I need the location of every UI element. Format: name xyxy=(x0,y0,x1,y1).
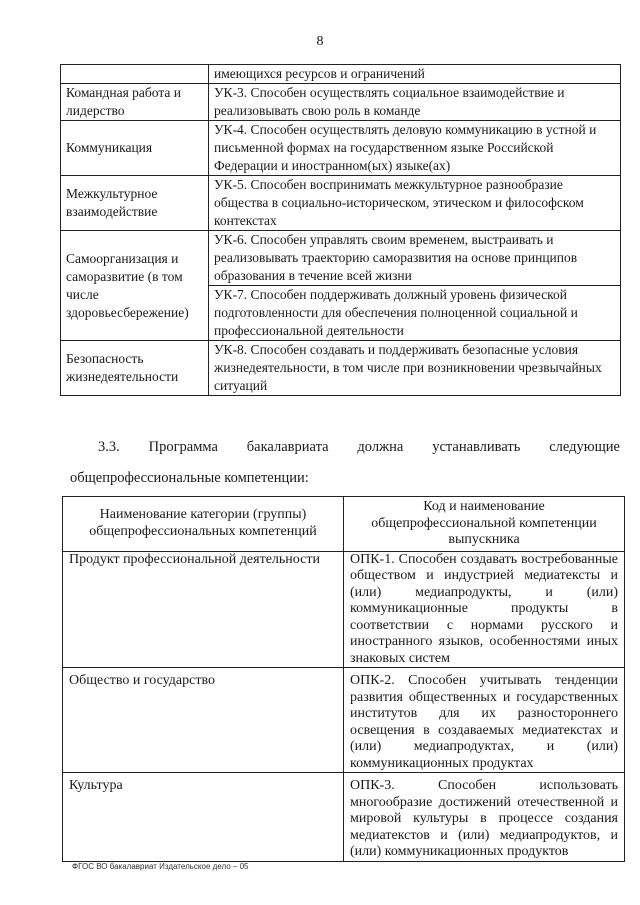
category-cell xyxy=(61,65,209,84)
table-row xyxy=(63,773,625,862)
section-intro-continuation: общепрофессиональные компетенции: xyxy=(70,470,309,486)
category-cell: Культура xyxy=(63,773,344,862)
competence-cell: ОПК-1. Способен создавать востребованные обществом и индустрией медиатексты и (или) медиапродукты, и (или) коммуникационные продукты в соответствии с нормами русского и иностранного языков, особенностями иных знаковых систем xyxy=(344,551,625,668)
category-cell: Межкультурное взаимодействие xyxy=(61,176,209,231)
competence-cell: ОПК-2. Способен учитывать тенденции развития общественных и государственных институтов для их разностороннего освещения в создаваемых медиатекстах и (или) медиапродуктах, и (или) коммуникационных продуктах xyxy=(344,668,625,773)
competence-cell: УК-3. Способен осуществлять социальное взаимодействие и реализовывать свою роль в команде xyxy=(209,84,621,121)
footer-note: ФГОС ВО бакалавриат Издательское дело – 05 xyxy=(72,862,249,871)
table-row xyxy=(63,668,625,773)
competence-cell: УК-7. Способен поддерживать должный уровень физической подготовленности для обеспечения полноценной социальной и профессиональной деятельности xyxy=(209,286,621,341)
intro-word: Программа xyxy=(148,439,218,455)
category-cell: Общество и государство xyxy=(63,668,344,773)
table-header-row xyxy=(63,497,625,552)
category-cell: Самоорганизация и саморазвитие (в том числе здоровьесбережение) xyxy=(61,231,209,341)
competence-cell: УК-5. Способен воспринимать межкультурное разнообразие общества в социально-историческом, этическом и философском контекстах xyxy=(209,176,621,231)
table-row xyxy=(61,176,621,231)
table-row xyxy=(61,65,621,84)
section-number: 3.3. xyxy=(98,439,120,455)
table-row xyxy=(61,341,621,396)
header-category: Наименование категории (группы) общепрофессиональных компетенций xyxy=(63,497,344,552)
intro-word: должна xyxy=(357,439,404,455)
competence-cell: ОПК-3. Способен использовать многообразие достижений отечественной и мировой культуры в процессе создания медиатекстов и (или) медиапродуктов, и (или) коммуникационных продуктов xyxy=(344,773,625,862)
competence-cell: УК-6. Способен управлять своим временем, выстраивать и реализовывать траекторию саморазвития на основе принципов образования в течение всей жизни xyxy=(209,231,621,286)
intro-word: устанавливать xyxy=(432,439,521,455)
section-intro-line xyxy=(70,438,620,456)
table-row xyxy=(61,121,621,176)
general-professional-competencies-table xyxy=(62,496,625,862)
competence-cell: имеющихся ресурсов и ограничений xyxy=(209,65,621,84)
intro-word: бакалавриата xyxy=(246,439,329,455)
page-number: 8 xyxy=(316,34,324,49)
header-code: Код и наименование общепрофессиональной компетенции выпускника xyxy=(344,497,625,552)
category-cell: Безопасность жизнедеятельности xyxy=(61,341,209,396)
universal-competencies-table xyxy=(60,64,621,396)
category-cell: Командная работа и лидерство xyxy=(61,84,209,121)
table-row xyxy=(61,231,621,286)
competence-cell: УК-8. Способен создавать и поддерживать безопасные условия жизнедеятельности, в том числе при возникновении чрезвычайных ситуаций xyxy=(209,341,621,396)
category-cell: Продукт профессиональной деятельности xyxy=(63,551,344,668)
table-row xyxy=(61,84,621,121)
competence-cell: УК-4. Способен осуществлять деловую коммуникацию в устной и письменной формах на государственном языке Российской Федерации и иностранном(ых) языке(ах) xyxy=(209,121,621,176)
intro-word: следующие xyxy=(549,439,620,455)
category-cell: Коммуникация xyxy=(61,121,209,176)
table-row xyxy=(63,551,625,668)
